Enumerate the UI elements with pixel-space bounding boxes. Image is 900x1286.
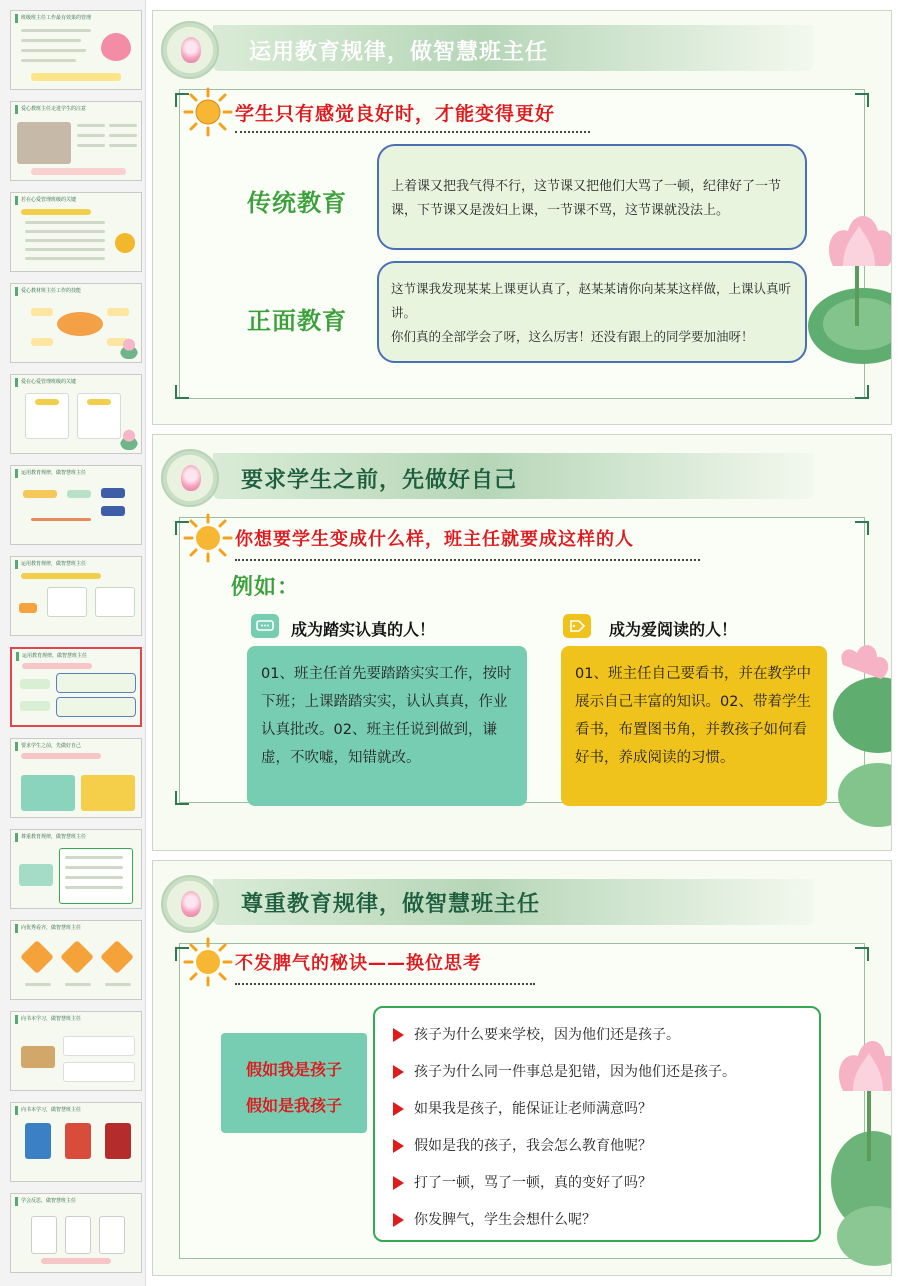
tag-icon [563,614,591,638]
thumbnail-title: 尊重教育规律，做智慧班主任 [15,833,137,842]
sun-icon [183,937,233,987]
list-item: 如果我是孩子，能保证让老师满意吗？ [393,1098,652,1118]
sun-icon [183,513,233,563]
thumbnail-title: 爱心教材班主任工作的技能 [15,287,137,296]
slide-title: 要求学生之前，先做好自己 [241,468,518,493]
slide-thumbnail-3[interactable] [10,192,142,272]
slide-thumbnail-13[interactable] [10,1102,142,1182]
tag-if-i-were-child: 假如我是孩子 [245,1060,342,1079]
red-triangle-icon [393,1065,404,1079]
red-triangle-icon [393,1176,404,1190]
dotted-divider [235,559,700,561]
lotus-decoration [793,206,892,376]
thumbnail-title: 向书本学习，做智慧班主任 [15,1106,137,1115]
list-item: 孩子为什么要来学校，因为他们还是孩子。 [393,1024,680,1044]
slide-3 [152,860,892,1276]
slide-subtitle: 学生只有感觉良好时，才能变得更好 [235,103,556,125]
chat-icon [251,614,279,638]
dotted-divider [235,131,590,133]
red-triangle-icon [393,1028,404,1042]
label-traditional-education: 传统教育 [247,189,347,217]
positive-education-line-2: 你们真的全部学会了呀，这么厉害！还没有跟上的同学要加油呀！ [391,329,754,344]
slide-thumbnail-8-active[interactable] [10,647,142,727]
slide-thumbnail-2[interactable] [10,101,142,181]
slide-thumbnail-11[interactable] [10,920,142,1000]
slide-thumbnail-6[interactable] [10,465,142,545]
card-reader: 01、班主任自己要看书，并在教学中展示自己丰富的知识。02、带着学生看书，布置图书角，并教孩子如何看好书，养成阅读的习惯。 [561,646,827,806]
lotus-icon [161,21,219,79]
red-triangle-icon [393,1139,404,1153]
card-diligent: 01、班主任首先要踏踏实实工作，按时下班；上课踏踏实实，认认真真，作业认真批改。02、班主任说到做到，谦虚，不吹嘘，知错就改。 [247,646,527,806]
card-heading-reader: 成为爱阅读的人！ [609,620,738,639]
slide-2 [152,434,892,851]
sun-icon [183,87,233,137]
thumbnail-title: 运用教育规律，做智慧班主任 [16,652,136,661]
slide-thumbnail-14[interactable] [10,1193,142,1273]
slide-subtitle: 不发脾气的秘诀——换位思考 [235,953,482,974]
lotus-icon [161,449,219,507]
list-item: 你发脾气，学生会想什么呢？ [393,1209,596,1229]
positive-education-line-1: 这节课我发现某某上课更认真了，赵某某请你向某某这样做，上课认真听讲。 [391,281,792,320]
thumbnail-title: 运用教育规律，做智慧班主任 [15,560,137,569]
list-item: 假如是我的孩子，我会怎么教育他呢？ [393,1135,652,1155]
dotted-divider [235,983,535,985]
thumbnail-title: 向优秀看齐，做智慧班主任 [15,924,137,933]
positive-education-textbox [377,261,807,363]
slide-thumbnail-12[interactable] [10,1011,142,1091]
list-item: 孩子为什么同一件事总是犯错，因为他们还是孩子。 [393,1061,736,1081]
perspective-tag-box [221,1033,367,1133]
thumbnail-title: 班级班主任工作最有效果的管理 [15,14,137,23]
thumbnail-title: 向书本学习，做智慧班主任 [15,1015,137,1024]
slide-subtitle: 你想要学生变成什么样，班主任就要成这样的人 [235,529,634,550]
slide-thumbnail-5[interactable] [10,374,142,454]
lotus-decoration [813,1031,892,1271]
traditional-education-textbox: 上着课又把我气得不行，这节课又把他们大骂了一顿，纪律好了一节课，下节课又是泼妇上课，一节课不骂，这节课就没法上。 [377,144,807,250]
thumbnail-title: 爱在心爱管理班级的关键 [15,378,137,387]
example-label: 例如： [231,575,301,600]
slide-1 [152,10,892,425]
thumbnail-title: 若在心爱管理班级的关键 [15,196,137,205]
lotus-decoration [823,645,892,845]
slide-thumbnail-1[interactable] [10,10,142,90]
red-triangle-icon [393,1102,404,1116]
thumbnail-title: 运用教育规律，做智慧班主任 [15,469,137,478]
reflection-list [373,1006,821,1242]
thumbnail-title: 爱心教班主任走进学生的注意 [15,105,137,114]
lotus-icon [161,875,219,933]
thumbnail-title: 要求学生之前，先做好自己 [15,742,137,751]
slide-thumbnail-4[interactable] [10,283,142,363]
slide-thumbnail-7[interactable] [10,556,142,636]
thumbnail-title: 学会反思，做智慧班主任 [15,1197,137,1206]
slide-thumbnail-panel [0,0,146,1286]
slide-title: 尊重教育规律，做智慧班主任 [241,892,541,917]
slide-thumbnail-10[interactable] [10,829,142,909]
tag-if-my-child: 假如是我孩子 [245,1096,342,1115]
red-triangle-icon [393,1213,404,1227]
list-item: 打了一顿，骂了一顿，真的变好了吗？ [393,1172,652,1192]
card-heading-diligent: 成为踏实认真的人！ [291,620,436,639]
label-positive-education: 正面教育 [247,307,347,335]
slide-title: 运用教育规律，做智慧班主任 [249,40,549,65]
slide-thumbnail-9[interactable] [10,738,142,818]
